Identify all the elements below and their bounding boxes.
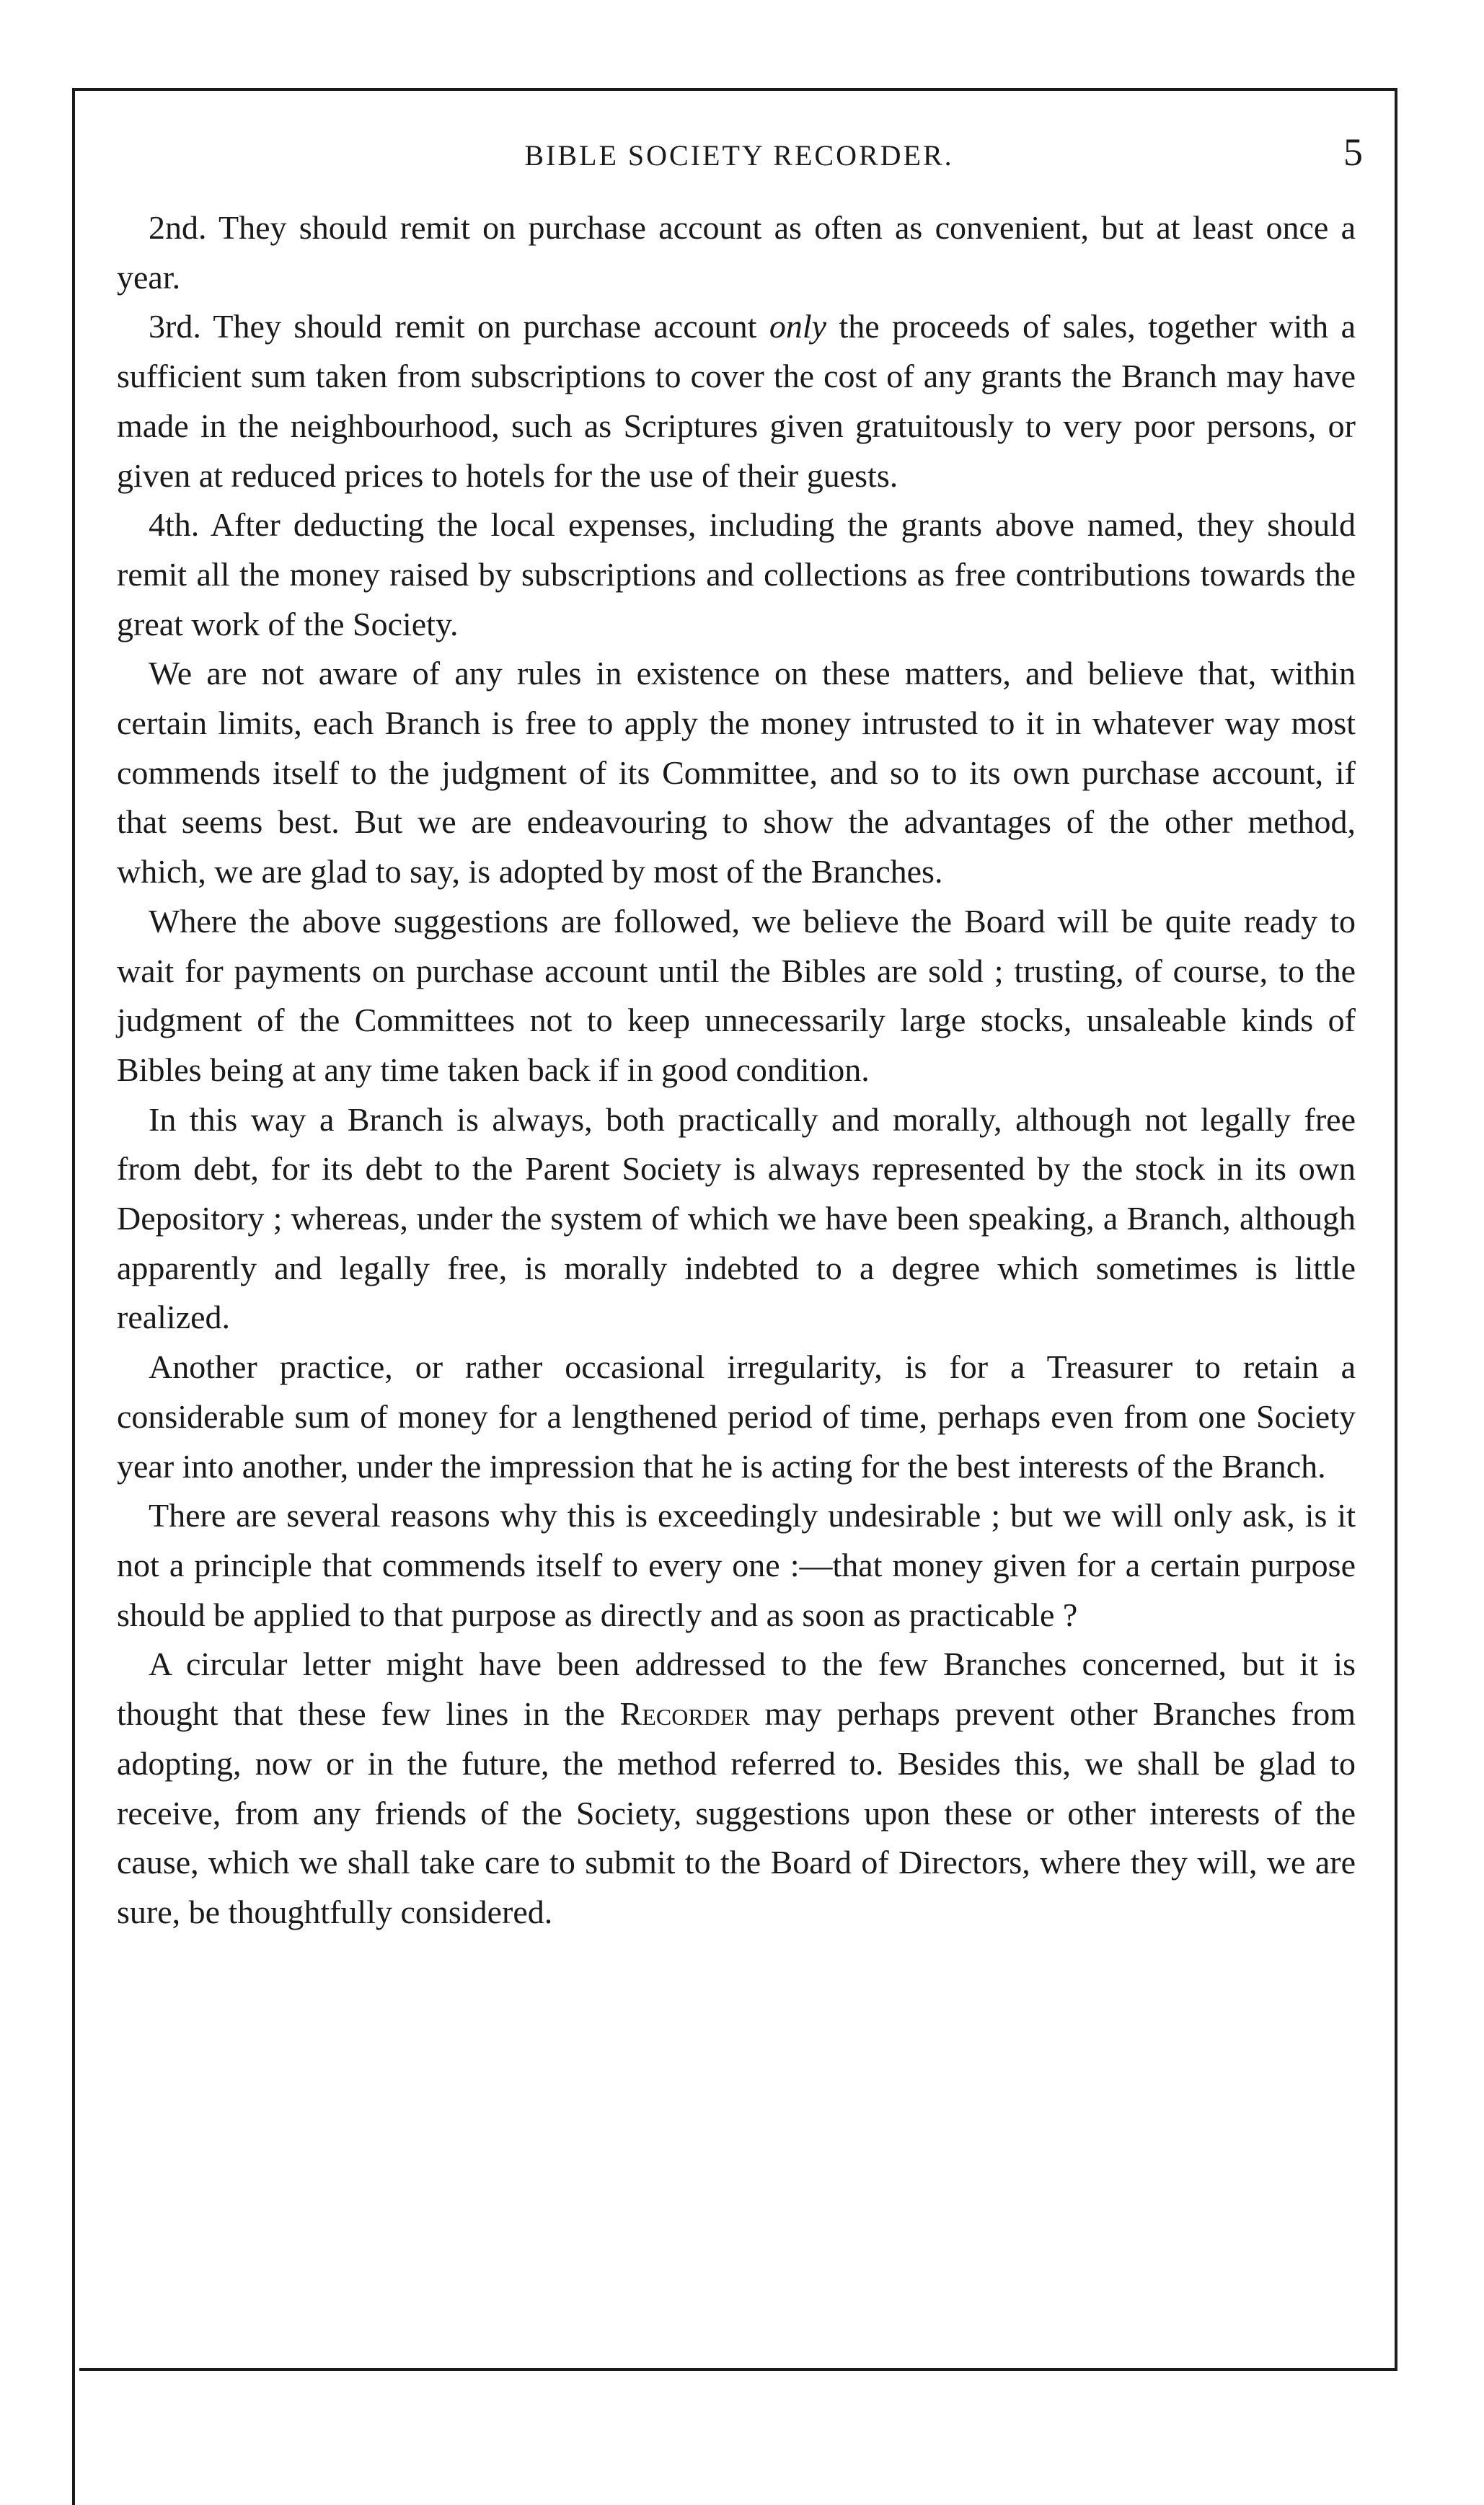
- frame-rule-bottom: [79, 2368, 1397, 2371]
- paragraph-4: We are not aware of any rules in existence on these matters, and believe that, within certain limits, each Branch is free to apply the money intrusted to it in whatever way most commends itself to the judgment of its Committee, and so to its own purchase account, if that seems best. But we are endeavouring to show the advantages of the other method, which, we are glad to say, is adopted by most of the Branches.: [117, 655, 1356, 891]
- paragraph-7: Another practice, or rather occasional irregularity, is for a Treasurer to retain a considerable sum of money for a lengthened period of time, perhaps even from one Society year into another, under the impression that he is acting for the best interests of the Branch.: [117, 1348, 1356, 1485]
- page-number: 5: [1343, 131, 1363, 174]
- paragraph-9: [117, 1640, 1356, 1937]
- frame-rule-left: [72, 88, 75, 2505]
- paragraph-9-part-a: A circular letter might have been addressed to the few Branches concerned, but it is thought that these few lines in the: [117, 1645, 1356, 1733]
- article-body: [117, 203, 1356, 1938]
- page-header: [115, 130, 1363, 180]
- paragraph-6: In this way a Branch is always, both practically and morally, although not legally free from debt, for its debt to the Parent Society is always represented by the stock in its own Depository ; whereas, under the system of which we have been speaking, a Branch, although apparently and legally free, is morally indebted to a degree which sometimes is little realized.: [117, 1100, 1356, 1336]
- paragraph-5: Where the above suggestions are followed, we believe the Board will be quite ready to wait for payments on purchase account until the Bibles are sold ; trusting, of course, to the judgment of the Committees not to keep unnecessarily large stocks, unsaleable kinds of Bibles being at any time taken back if in good condition.: [117, 902, 1356, 1088]
- paragraph-8: There are several reasons why this is exceedingly undesirable ; but we will only ask, is it not a principle that commends itself to every one :—that money given for a certain purpose should be applied to that purpose as directly and as soon as practicable ?: [117, 1497, 1356, 1633]
- frame-rule-top: [72, 88, 1397, 91]
- paragraph-2-emphasis: only: [769, 308, 827, 345]
- running-title: BIBLE SOCIETY RECORDER.: [524, 139, 954, 172]
- paragraph-2-part-a: 3rd. They should remit on purchase account: [149, 308, 769, 345]
- recorder-small-caps: Recorder: [619, 1695, 750, 1733]
- paragraph-3: 4th. After deducting the local expenses, including the grants above named, they should remit all the money raised by subscriptions and collections as free contributions towards the great work of the Society.: [117, 506, 1356, 642]
- paragraph-2-part-b: the proceeds of sales, together with a sufficient sum taken from subscriptions to cover the cost of any grants the Branch may have made in the neighbourhood, such as Scriptures given gratuitously to very poor persons, or given at reduced prices to hotels for the use of their guests.: [117, 308, 1356, 494]
- frame-rule-right: [1395, 88, 1397, 2371]
- paragraph-9-part-b: may perhaps prevent other Branches from adopting, now or in the future, the method referred to. Besides this, we shall be glad to receive, from any friends of the Society, suggestions upon these or other interests of the cause, which we shall take care to submit to the Board of Directors, where they will, we are sure, be thoughtfully considered.: [117, 1695, 1356, 1930]
- paragraph-1: 2nd. They should remit on purchase account as often as convenient, but at least once a year.: [117, 209, 1356, 296]
- paragraph-2: [117, 302, 1356, 500]
